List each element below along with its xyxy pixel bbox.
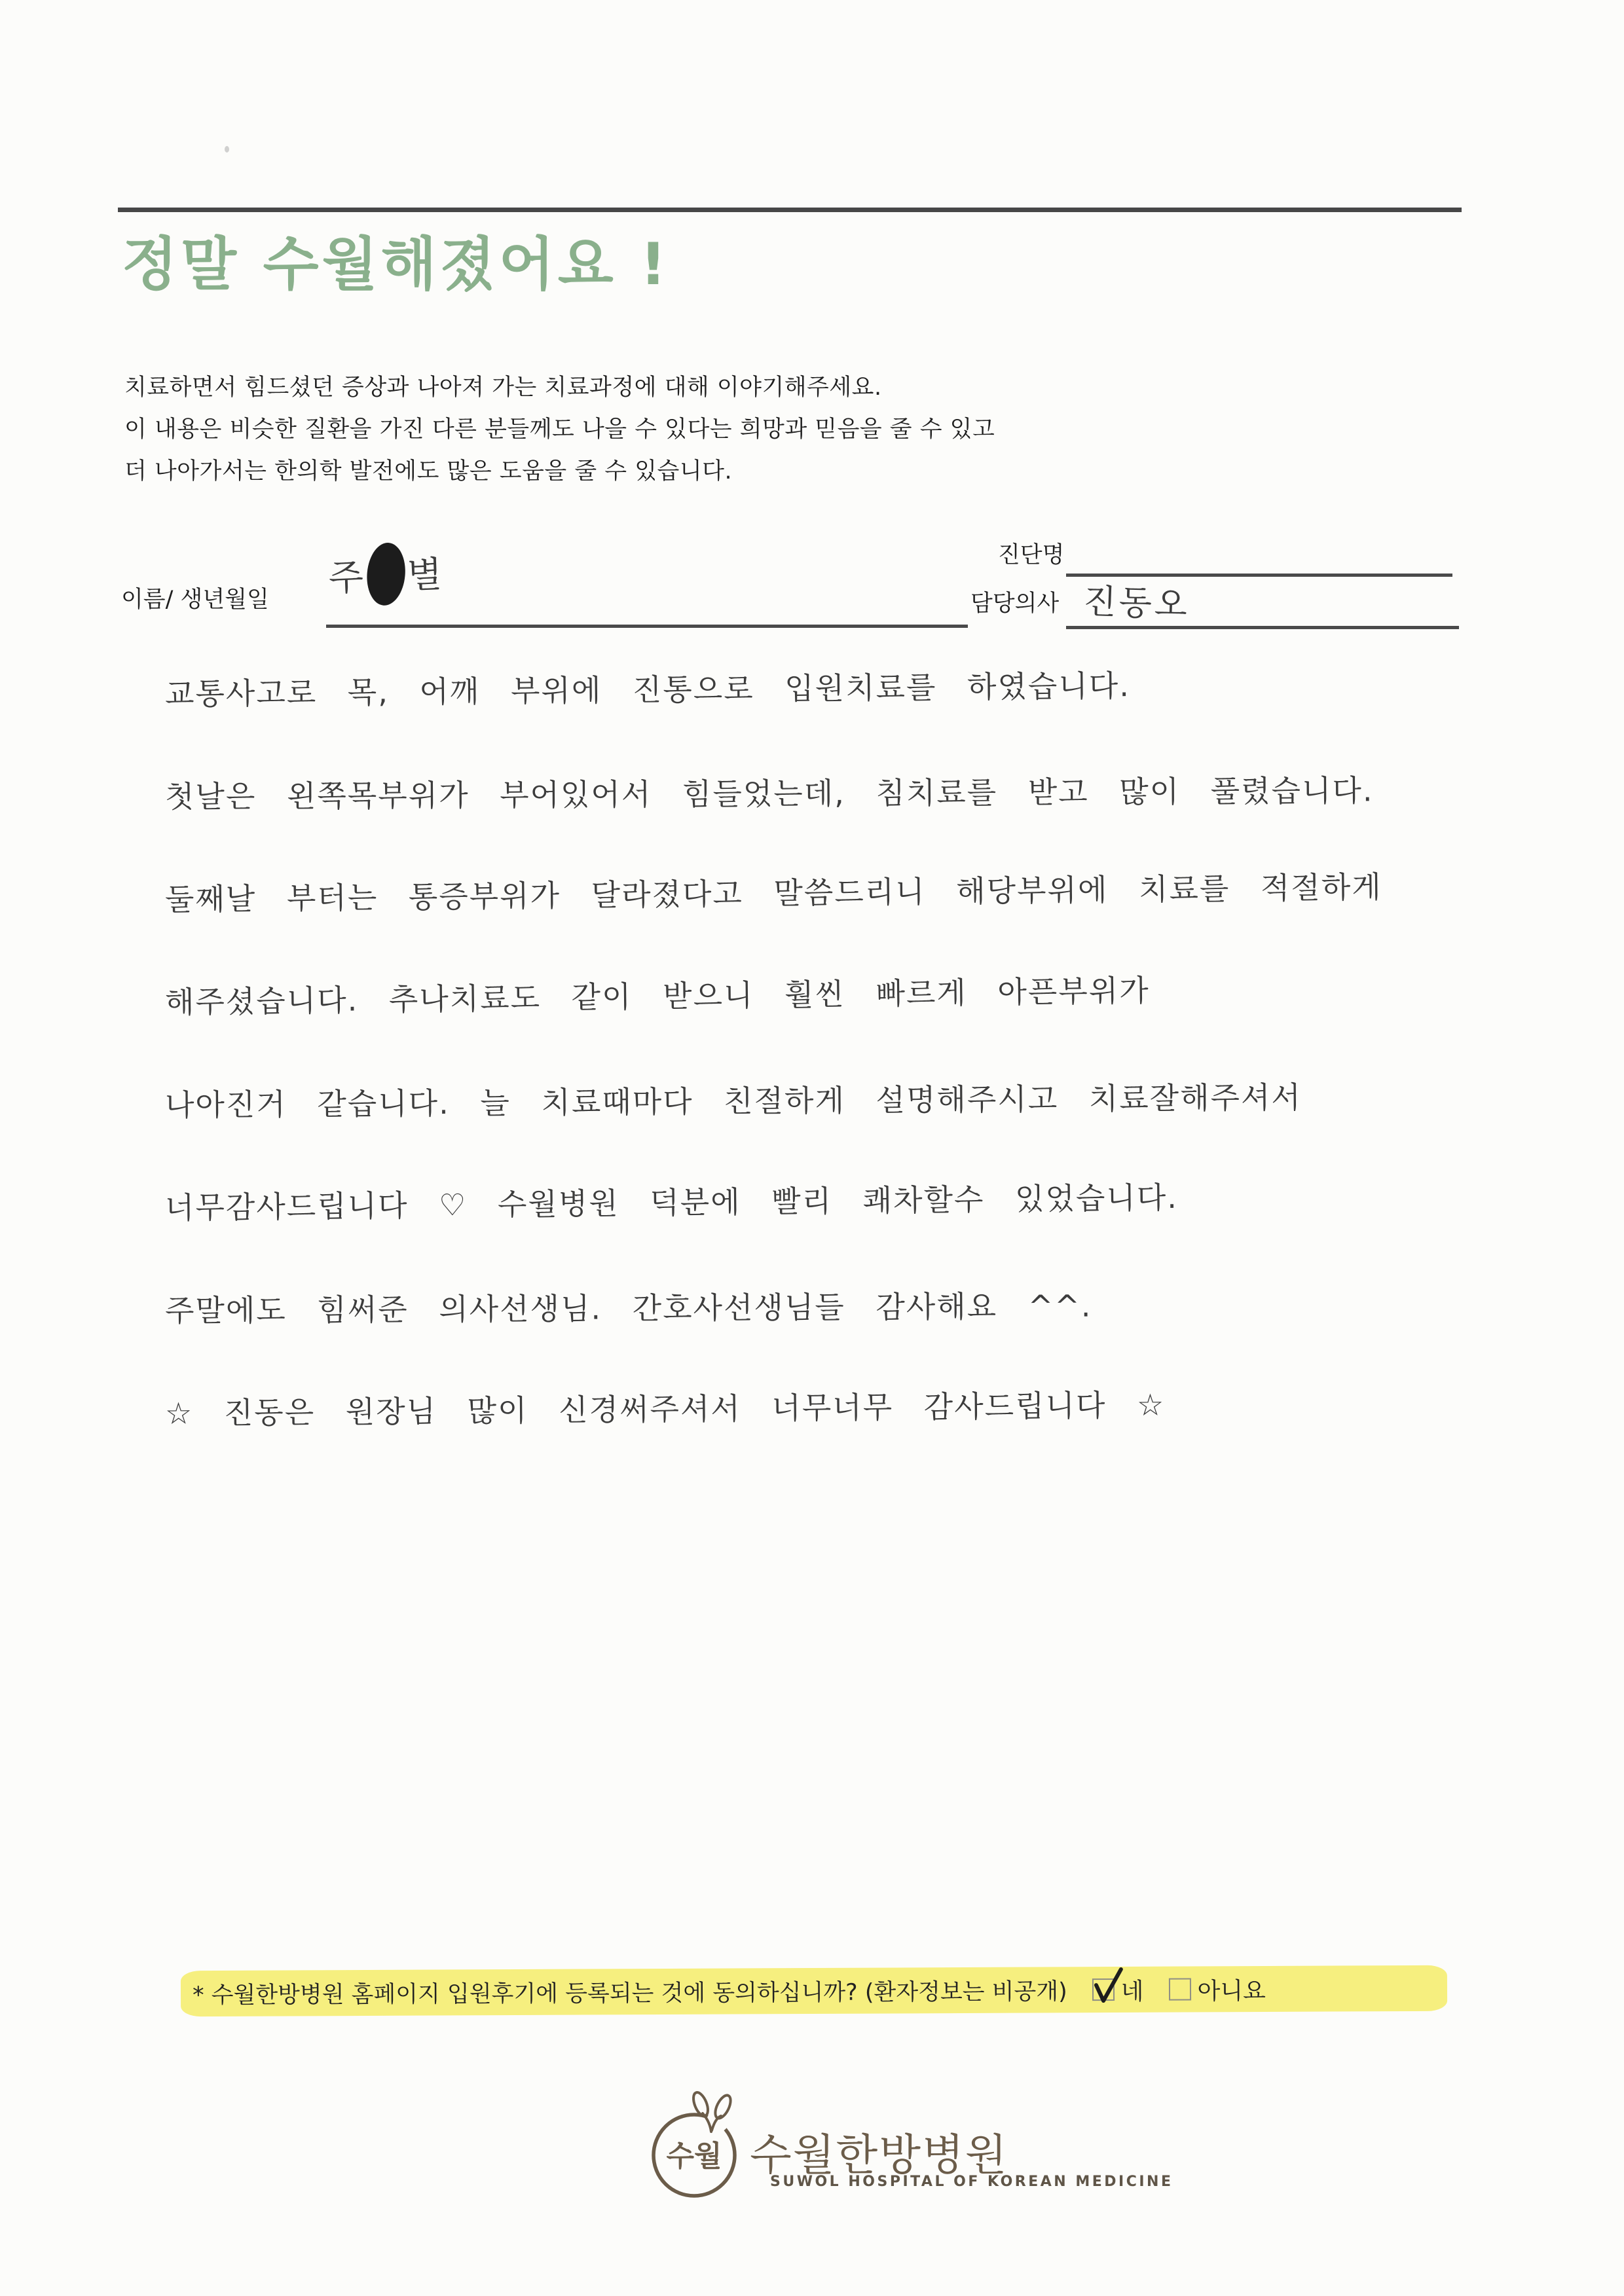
doctor-field-line[interactable] — [1066, 626, 1459, 629]
consent-option-no — [1168, 1972, 1266, 2006]
consent-option-yes — [1092, 1973, 1144, 2006]
scan-artifact-dot — [225, 146, 229, 153]
hospital-name: 수월한방병원 — [750, 2130, 1008, 2180]
consent-row — [181, 1965, 1447, 2016]
consent-no-checkbox[interactable] — [1168, 1978, 1190, 2000]
testimonial-line-3: 둘째날 부터는 통증부위가 달라졌다고 말씀드리니 해당부위에 치료를 적절하게 — [164, 869, 1382, 917]
testimonial-line-7: 주말에도 힘써준 의사선생님. 간호사선생님들 감사해요 ^^. — [164, 1288, 1092, 1328]
intro-line-3: 더 나아가서는 한의학 발전에도 많은 도움을 줄 수 있습니다. — [124, 458, 733, 484]
testimonial-line-2: 첫날은 왼쪽목부위가 부어있어서 힘들었는데, 침치료를 받고 많이 풀렸습니다. — [164, 773, 1374, 814]
page-title: 정말 수월해졌어요 ! — [122, 230, 670, 298]
consent-no-label: 아니요 — [1197, 1977, 1266, 2005]
intro-line-1: 치료하면서 힘드셨던 증상과 나아져 가는 치료과정에 대해 이야기해주세요. — [124, 374, 882, 401]
name-dob-label: 이름/ 생년월일 — [121, 587, 269, 613]
checkmark-icon — [1092, 1965, 1126, 2006]
hospital-name-english: SUWOL HOSPITAL OF KOREAN MEDICINE — [770, 2174, 1173, 2190]
redaction-blob — [365, 541, 408, 608]
testimonial-line-4: 해주셨습니다. 추나치료도 같이 받으니 훨씬 빠르게 아픈부위가 — [164, 972, 1150, 1020]
consent-yes-label: 네 — [1120, 1978, 1144, 2005]
name-handwritten-value — [327, 541, 445, 608]
intro-paragraph — [124, 367, 995, 492]
handwritten-testimonial — [164, 668, 1488, 1497]
testimonial-line-6: 너무감사드립니다 ♡ 수월병원 덕분에 빨리 쾌차할수 있었습니다. — [164, 1179, 1179, 1226]
consent-question: * 수월한방병원 홈페이지 입원후기에 등록되는 것에 동의하십니까? (환자정보는 비공개) — [192, 1978, 1067, 2009]
doctor-handwritten-value: 진동오 — [1082, 581, 1191, 625]
logo-mark-text: 수월 — [666, 2140, 722, 2173]
name-value-prefix: 주 — [327, 556, 367, 599]
name-field-line[interactable] — [326, 625, 968, 628]
name-value-suffix: 별 — [406, 553, 445, 596]
diagnosis-label: 진단명 — [998, 542, 1065, 568]
header-divider-line — [118, 208, 1462, 212]
intro-line-2: 이 내용은 비슷한 질환을 가진 다른 분들께도 나을 수 있다는 희망과 믿음을 줄 수 있고 — [124, 416, 995, 443]
testimonial-line-1: 교통사고로 목, 어깨 부위에 진통으로 입원치료를 하였습니다. — [164, 668, 1131, 712]
doctor-label: 담당의사 — [970, 591, 1060, 617]
hospital-logo-icon — [637, 2090, 752, 2205]
testimonial-line-5: 나아진거 같습니다. 늘 치료때마다 친절하게 설명해주시고 치료잘해주셔서 — [164, 1079, 1302, 1123]
consent-yes-checkbox[interactable] — [1092, 1978, 1115, 2001]
testimonial-line-8: ☆ 진동은 원장님 많이 신경써주셔서 너무너무 감사드립니다 ☆ — [164, 1387, 1166, 1431]
